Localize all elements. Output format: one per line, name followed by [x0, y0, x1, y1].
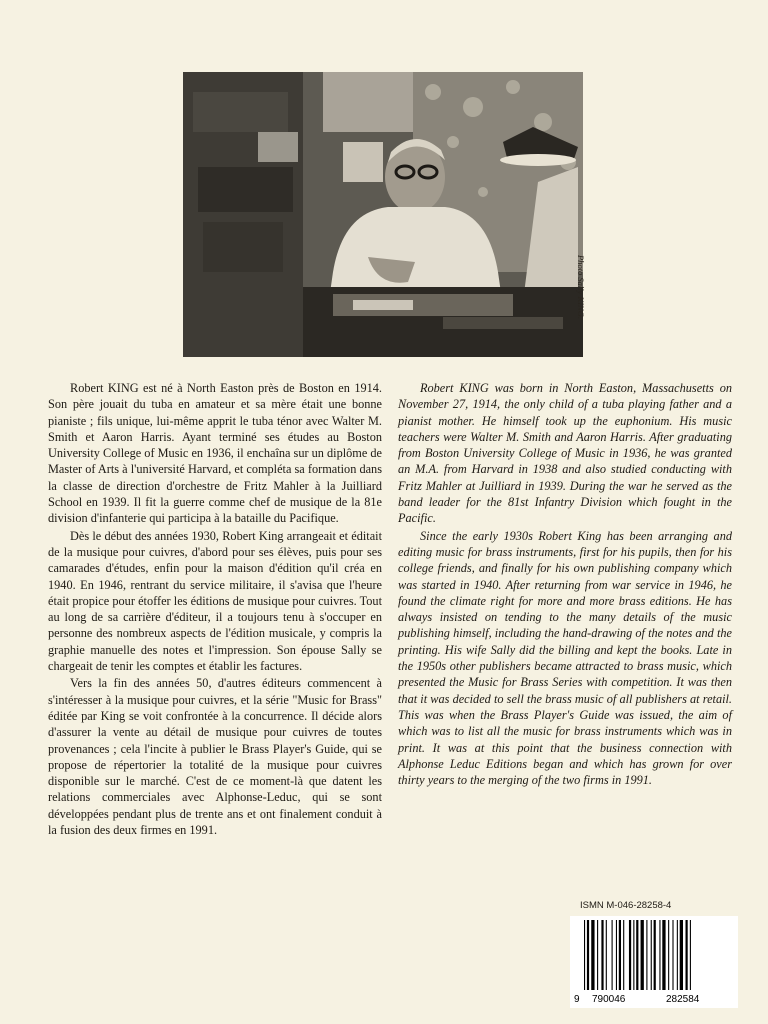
barcode-digits-left: 790046	[592, 994, 626, 1005]
barcode	[570, 916, 738, 1008]
barcode-digits-right: 282584	[666, 994, 700, 1005]
english-paragraph: Robert KING was born in North Easton, Massachusetts on November 27, 1914, the only child of a tuba playing father and a pianist mother. He himself took up the euphonium. His music teachers were Walter M. Smith and Aaron Harris. After graduating from Boston University College of Music in 1936, he was granted an M.A. from Harvard in 1938 and also studied conducting with Fritz Mahler at Juilliard in 1939. During the war he served as the band leader for the 81st Infantry Division which fought in the Pacific.	[398, 381, 732, 526]
ismn-number: ISMN M-046-28258-4	[580, 900, 672, 911]
french-paragraph: Dès le début des années 1930, Robert King arrangeait et éditait de la musique pour cuivres, d'abord pour ses élèves, puis pour ses camarades d'études, enfin pour la maison d'édition qu'il créa en 1940. En 1946, rentrant du service militaire, il s'avisa que l'heure était propice pour étoffer les éditions de musique pour cuivres. Tout au long de sa carrière d'éditeur, il a toujours tenu à s'occuper en personne des nombreux aspects de l'édition musicale, y compris la graphie manuelle des notes et l'impression. Son épouse Sally se chargeait de tenir les comptes et établir les factures.	[48, 528, 382, 674]
author-photo	[183, 72, 583, 357]
photo-credit: Photo Sally KING.	[576, 255, 586, 319]
english-paragraph: Since the early 1930s Robert King has been arranging and editing music for brass instruments, first for his pupils, then for his college friends, and finally for his own publishing company which was started in 1940. After returning from war service in 1946, he found the climate right for more and more brass editions. He has always insisted on tending to the many details of the music publishing himself, including the hand-drawing of the notes and the printing. His wife Sally did the billing and kept the books. Late in the 1950s other publishers became attracted to brass music, which presented the Music for Brass Series with competition. It was then that it was decided to sell the brass music of all publishers at retail. This was when the Brass Player's Guide was issued, the aim of which was to list all the music for brass instruments which was in print. It was at this point that the business connection with Alphonse Leduc Editions began and which has grown for over thirty years to the merging of the two firms in 1991.	[398, 528, 732, 788]
barcode-digit-first: 9	[574, 994, 580, 1005]
french-column	[48, 380, 382, 839]
french-paragraph: Robert KING est né à North Easton près de Boston en 1914. Son père jouait du tuba en amateur et sa mère était une bonne pianiste ; fils unique, lui-même apprit le tuba ténor avec Walter M. Smith et Aaron Harris. Ayant terminé ses études au Boston University College of Music en 1936, il enchaîna sur un diplôme de Master of Arts à l'université Harvard, et compléta sa formation dans la classe de direction d'orchestre de Fritz Mahler à la Juilliard School en 1939. Il fit la guerre comme chef de musique de la 81e division d'infanterie qui participa à la bataille du Pacifique.	[48, 381, 382, 526]
english-column	[398, 380, 732, 789]
french-paragraph: Vers la fin des années 50, d'autres éditeurs commencent à s'intéresser à la musique pour cuivres, et la série "Music for Brass" éditée par King se voit confrontée à la concurrence. Il décide alors d'assurer la vente au détail de musique pour cuivres de toutes provenances ; cela l'incite à publier le Brass Player's Guide, qui se propose de répertorier la totalité de la musique pour cuivres disponible sur le marché. C'est de ce moment-là que datent les relations commerciales avec Alphonse-Leduc, qui se sont développées pendant plus de trente ans et ont finalement conduit à la fusion des deux firmes en 1991.	[48, 676, 382, 838]
